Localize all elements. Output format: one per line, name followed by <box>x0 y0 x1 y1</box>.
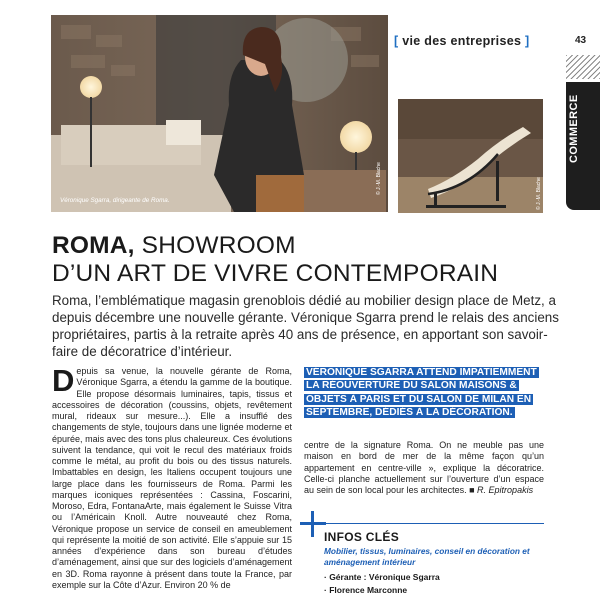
article-title <box>52 232 572 288</box>
info-subtitle: Mobilier, tissus, luminaires, conseil en décoration et aménagement intérieur <box>324 546 530 567</box>
info-title: INFOS CLÉS <box>324 530 400 544</box>
showroom-photo-illustration <box>51 15 388 212</box>
body-left-text: epuis sa venue, la nouvelle gérante de Roma, Véronique Sgarra, a étendu la gamme de la boutique. Elle propose désormais luminaires, tapis, tissus et accessoires de décoration (coussins, objets, revêtement mural, rideaux sur mesure...). Elle a insufflé des changements de style, toujours dans une lignée moderne et épurée, mais avec des tons plus chaleureux. Ces évolutions suivent la tendance, qui voit le recul des matériaux froids comme le métal, au profit du bois ou des tissus naturels. Imbattables en design, les Italiens occupent toujours une large place dans les fournisseurs de Roma. Parmi les marques iconiques représentées : Cassina, Foscarini, Moroso, Edra, FontanaArte, mais également le Suisse Vitra ou l’Américain Knoll. Autre nouveauté chez Roma, Véronique propose un service de conseil en ameublement qui représente la moitié de son activité. Elle s’appuie sur 15 années d’expérience dans son bureau d’études d’aménagement, ainsi que sur des logiciels d’aménagement en 3D. Roma rayonne à présent dans toute la France, par exemple sur la Côte d’Azur. Environ 20 % de <box>52 366 292 590</box>
page-number: 43 <box>575 35 587 46</box>
section-bracket-close: ] <box>525 34 530 48</box>
plus-icon <box>300 511 326 537</box>
side-photo <box>398 99 543 213</box>
info-contact: · Florence Marconne <box>324 585 408 595</box>
title-brand: ROMA, <box>52 232 135 259</box>
drop-cap: D <box>52 363 75 398</box>
pull-quote <box>304 366 548 419</box>
main-photo-caption: Véronique Sgarra, dirigeante de Roma. <box>60 197 170 204</box>
hatch-decoration <box>566 55 600 79</box>
rubric-label: COMMERCE <box>568 94 580 163</box>
author-signature: ■ R. Epitropakis <box>469 485 534 495</box>
article-lead: Roma, l’emblématique magasin grenoblois dédié au mobilier design place de Metz, a depuis décembre une nouvelle gérante. Véronique Sgarra prend le relais des anciens propriétaires, partis à la retraite après 40 ans de présence, en apportant son savoir-faire de décoratrice d’intérieur. <box>52 293 559 359</box>
side-photo-credit: © J.-M. Blache <box>536 177 542 210</box>
chaise-longue-illustration <box>398 99 543 213</box>
body-column-right <box>304 440 544 496</box>
info-manager: · Gérante : Véronique Sgarra <box>324 572 440 582</box>
section-bracket-open: [ <box>394 34 399 48</box>
pull-quote-text: VÉRONIQUE SGARRA ATTEND IMPATIEMMENT LA RÉOUVERTURE DU SALON MAISONS & OBJETS À PARIS ET DU SALON DE MILAN EN SEPTEMBRE, DÉDIÉS À LA DÉCORATION. <box>306 367 537 418</box>
title-line1: SHOWROOM <box>134 232 296 259</box>
body-right-text: centre de la signature Roma. On ne meuble pas une maison en bord de mer de la même façon qu’un appartement en centre-ville », explique la décoratrice. Celle-ci planche actuellement sur l’ouverture d’un espace au sein de son local pour les architectes. <box>304 440 544 495</box>
main-photo-credit: © J.-M. Blache <box>376 162 382 195</box>
section-header <box>394 34 529 48</box>
main-photo <box>51 15 388 212</box>
title-line2: D’UN ART DE VIVRE CONTEMPORAIN <box>52 260 499 287</box>
section-label: vie des entreprises <box>402 34 522 48</box>
body-column-left <box>52 363 292 591</box>
info-divider <box>320 523 544 524</box>
